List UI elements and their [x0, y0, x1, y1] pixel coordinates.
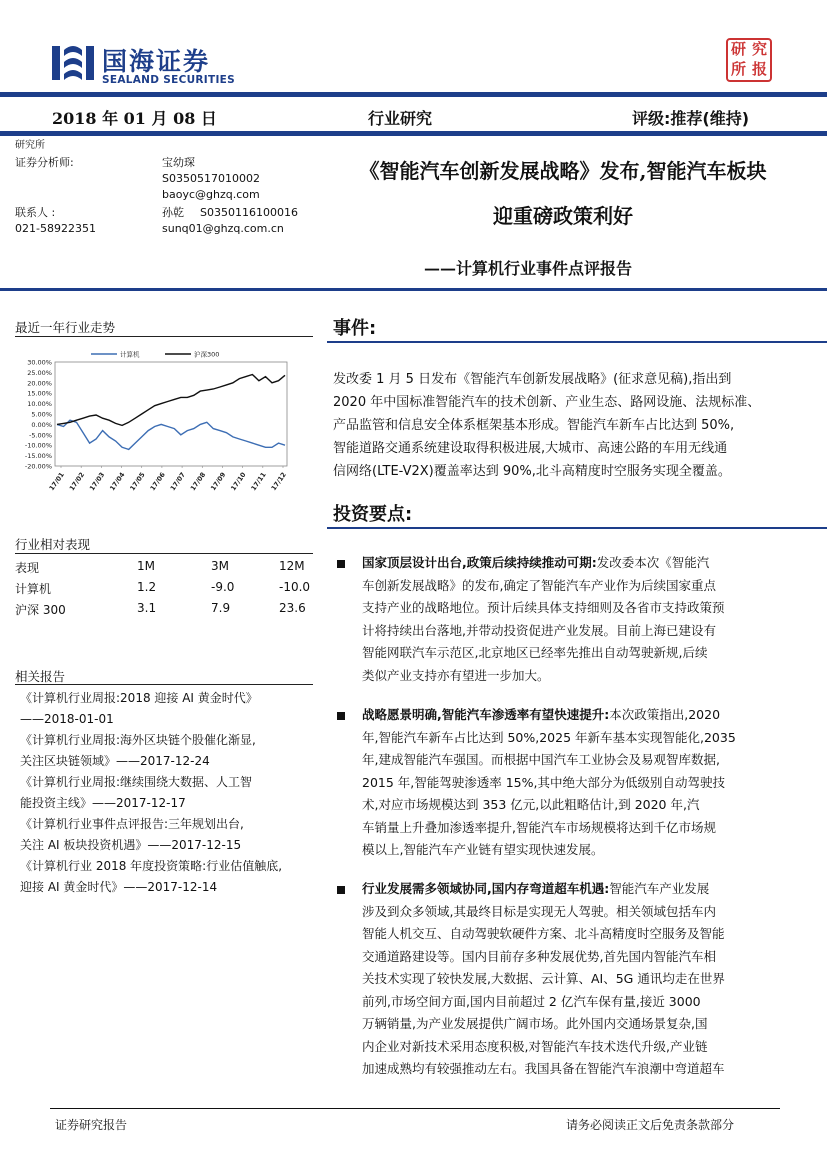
y-tick-label: -20.00% [24, 462, 52, 471]
x-tick-label: 17/03 [87, 470, 107, 493]
x-tick-label: 17/01 [47, 470, 66, 493]
perf-cell: 23.6 [279, 601, 306, 615]
point-1-text: 发改委本次《智能汽 [596, 555, 710, 570]
event-line: 信网络(LTE-V2X)覆盖率达到 90%,北斗高精度时空服务实现全覆盖。 [333, 464, 731, 479]
y-tick-label: -10.00% [24, 441, 52, 450]
seal-char: 报 [751, 60, 767, 78]
x-tick-label: 17/08 [188, 470, 208, 493]
performance-heading: 行业相对表现 [15, 537, 91, 552]
point-1-line [362, 552, 709, 575]
contact-name: 孙乾 [162, 206, 184, 219]
related-report-line: 《计算机行业 2018 年度投资策略:行业估值触底, [20, 859, 283, 873]
y-tick-label: -15.00% [24, 452, 52, 461]
trend-heading: 最近一年行业走势 [15, 320, 116, 335]
title-separator [0, 288, 827, 291]
x-tick-label: 17/05 [128, 470, 147, 493]
related-report-line: 关注区块链领域》——2017-12-24 [20, 754, 210, 768]
related-rule [15, 684, 313, 685]
analyst-id: S0350517010002 [162, 172, 260, 185]
performance-header-row [15, 559, 313, 579]
contact-label: 联系人 : [15, 206, 56, 219]
sealand-logo-icon [50, 40, 96, 86]
point-2-line: 术,对应市场规模达到 353 亿元,以此粗略估计,到 2020 年,汽 [362, 797, 700, 812]
table-row [15, 580, 313, 600]
contact-phone: 021-58922351 [15, 222, 96, 235]
contact-email: sunq01@ghzq.com.cn [162, 222, 284, 235]
related-report-line: 关注 AI 板块投资机遇》——2017-12-15 [20, 838, 242, 852]
related-report-line: 《计算机行业周报:2018 迎接 AI 黄金时代》 [20, 691, 258, 705]
report-title-line2: 迎重磅政策利好 [493, 204, 633, 228]
related-heading: 相关报告 [15, 669, 66, 684]
y-tick-label: -5.00% [29, 431, 52, 440]
seal-char: 究 [751, 40, 767, 58]
point-1-line: 类似产业支持亦有望进一步加大。 [362, 668, 550, 683]
x-tick-label: 17/04 [108, 470, 127, 493]
point-2-line [362, 704, 720, 727]
y-tick-label: 0.00% [31, 420, 52, 429]
point-2-line: 车销量上升叠加渗透率提升,智能汽车市场规模将达到千亿市场规 [362, 820, 716, 835]
report-type: 行业研究 [368, 109, 433, 128]
x-tick-label: 17/02 [67, 470, 87, 493]
point-2-line: 模以上,智能汽车产业链有望实现快速发展。 [362, 842, 604, 857]
x-tick-label: 17/09 [209, 470, 228, 493]
point-3-text: 智能汽车产业发展 [609, 881, 710, 896]
analyst-name: 宝幼琛 [162, 156, 195, 169]
related-report-line: 《计算机行业周报:海外区块链个股催化渐显, [20, 733, 256, 747]
footer-right: 请务必阅读正文后免责条款部分 [566, 1118, 735, 1132]
dept-label: 研究所 [15, 140, 45, 151]
related-report-line: 迎接 AI 黄金时代》——2017-12-14 [20, 880, 218, 894]
perf-col-3m: 3M [211, 559, 229, 573]
table-row [15, 601, 313, 621]
seal-char: 研 [730, 40, 746, 58]
series-line-0 [57, 420, 285, 449]
series-line-1 [57, 375, 285, 426]
point-1-line: 支持产业的战略地位。预计后续具体支持细则及各省市支持政策预 [362, 600, 725, 615]
point-2-line: 年,智能汽车新车占比达到 50%,2025 年新车基本实现智能化,2035 [362, 730, 736, 745]
footer-rule [50, 1108, 780, 1109]
event-line: 产品监管和信息安全体系框架基本形成。智能汽车新车占比达到 50%, [333, 418, 735, 433]
perf-col-1m: 1M [137, 559, 155, 573]
report-title-line1: 《智能汽车创新发展战略》发布,智能汽车板块 [359, 159, 767, 183]
point-2-line: 年,建成智能汽车强国。而根据中国汽车工业协会及易观智库数据, [362, 752, 720, 767]
report-subtitle: ——计算机行业事件点评报告 [424, 259, 633, 278]
points-heading: 投资要点: [333, 504, 413, 525]
perf-cell: -10.0 [279, 580, 311, 594]
point-1-line: 车创新发展战略》的发布,确定了智能汽车产业作为后续国家重点 [362, 578, 716, 593]
point-3-line: 涉及到众多领域,其最终目标是实现无人驾驶。相关领域包括车内 [362, 904, 716, 919]
y-tick-label: 20.00% [27, 379, 52, 388]
point-2-text: 本次政策指出,2020 [609, 707, 721, 722]
point-3-line: 前列,市场空间方面,国内目前超过 2 亿汽车保有量,接近 3000 [362, 994, 701, 1009]
y-tick-label: 10.00% [27, 400, 52, 409]
x-tick-label: 17/11 [249, 470, 268, 493]
point-3-line: 交通道路建设等。国内目前存多种发展优势,首先国内智能汽车相 [362, 949, 716, 964]
point-1-line: 计将持续出台落地,并带动投资促进产业发展。目前上海已建设有 [362, 623, 716, 638]
perf-cell: 3.1 [137, 601, 157, 615]
bullet-icon [337, 886, 345, 894]
perf-row-name: 沪深 300 [15, 603, 66, 617]
perf-col-12m: 12M [279, 559, 305, 573]
contact-id: S0350116100016 [200, 206, 298, 219]
footer-left: 证券研究报告 [55, 1118, 128, 1132]
perf-col-label: 表现 [15, 561, 40, 575]
point-3-line: 加速成熟均有较强推动左右。我国具备在智能汽车浪潮中弯道超车 [362, 1061, 725, 1076]
event-line: 智能道路交通系统建设取得积极进展,大城市、高速公路的车用无线通 [333, 441, 728, 456]
legend-label: 计算机 [120, 350, 140, 359]
y-tick-label: 5.00% [31, 410, 52, 419]
point-2-title: 战略愿景明确,智能汽车渗透率有望快速提升: [362, 707, 610, 722]
point-3-line: 智能人机交互、自动驾驶软硬件方案、北斗高精度时空服务及智能 [362, 926, 725, 941]
point-2-line: 2015 年,智能驾驶渗透率 15%,其中绝大部分为低级别自动驾驶技 [362, 775, 725, 790]
brand-name-cn: 国海证券 [102, 47, 211, 76]
point-3-line [362, 878, 709, 901]
point-1-line: 智能网联汽车示范区,北京地区已经率先推出自动驾驶新规,后续 [362, 645, 708, 660]
event-heading: 事件: [333, 318, 377, 339]
point-3-line: 内企业对新技术采用态度积极,对智能汽车技术迭代升级,产业链 [362, 1039, 708, 1054]
legend-label: 沪深300 [194, 350, 220, 359]
event-line: 发改委 1 月 5 日发布《智能汽车创新发展战略》(征求意见稿),指出到 [333, 372, 732, 387]
bullet-icon [337, 712, 345, 720]
point-1-title: 国家顶层设计出台,政策后续持续推动可期: [362, 555, 597, 570]
report-rating: 评级:推荐(维持) [632, 109, 750, 128]
event-line: 2020 年中国标准智能汽车的技术创新、产业生态、路网设施、法规标准、 [333, 395, 761, 410]
points-rule [327, 527, 827, 529]
point-3-line: 万辆销量,为产业发展提供广阔市场。此外国内交通场景复杂,国 [362, 1016, 708, 1031]
trend-chart-svg [15, 344, 313, 494]
bullet-icon [337, 560, 345, 568]
header-bar-inner [0, 96, 827, 132]
event-rule [327, 341, 827, 343]
analyst-email: baoyc@ghzq.com [162, 188, 260, 201]
x-tick-label: 17/12 [269, 470, 288, 493]
analyst-label: 证券分析师: [15, 156, 74, 169]
trend-chart [15, 344, 313, 494]
header-bar [0, 92, 827, 136]
trend-rule [15, 336, 313, 337]
perf-cell: -9.0 [211, 580, 235, 594]
point-3-line: 关技术实现了较快发展,大数据、云计算、AI、5G 通讯均走在世界 [362, 971, 725, 986]
brand-name-en: SEALAND SECURITIES [102, 74, 235, 86]
related-report-line: 《计算机行业事件点评报告:三年规划出台, [20, 817, 244, 831]
y-tick-label: 25.00% [27, 368, 52, 377]
perf-cell: 7.9 [211, 601, 231, 615]
plot-frame [55, 362, 287, 466]
x-tick-label: 17/10 [229, 470, 248, 493]
research-seal-icon [726, 38, 772, 82]
y-tick-label: 30.00% [27, 358, 52, 367]
y-tick-label: 15.00% [27, 389, 52, 398]
related-report-line: ——2018-01-01 [20, 712, 114, 726]
point-3-title: 行业发展需多领域协同,国内存弯道超车机遇: [362, 881, 610, 896]
perf-row-name: 计算机 [15, 582, 52, 596]
report-date: 2018 年 01 月 08 日 [52, 109, 217, 128]
x-tick-label: 17/06 [148, 470, 167, 493]
performance-rule [15, 553, 313, 554]
seal-char: 所 [730, 60, 746, 78]
perf-cell: 1.2 [137, 580, 157, 594]
related-report-line: 能投资主线》——2017-12-17 [20, 796, 186, 810]
x-tick-label: 17/07 [168, 470, 188, 493]
brand-logo [50, 40, 250, 90]
related-report-line: 《计算机行业周报:继续围绕大数据、人工智 [20, 775, 253, 789]
